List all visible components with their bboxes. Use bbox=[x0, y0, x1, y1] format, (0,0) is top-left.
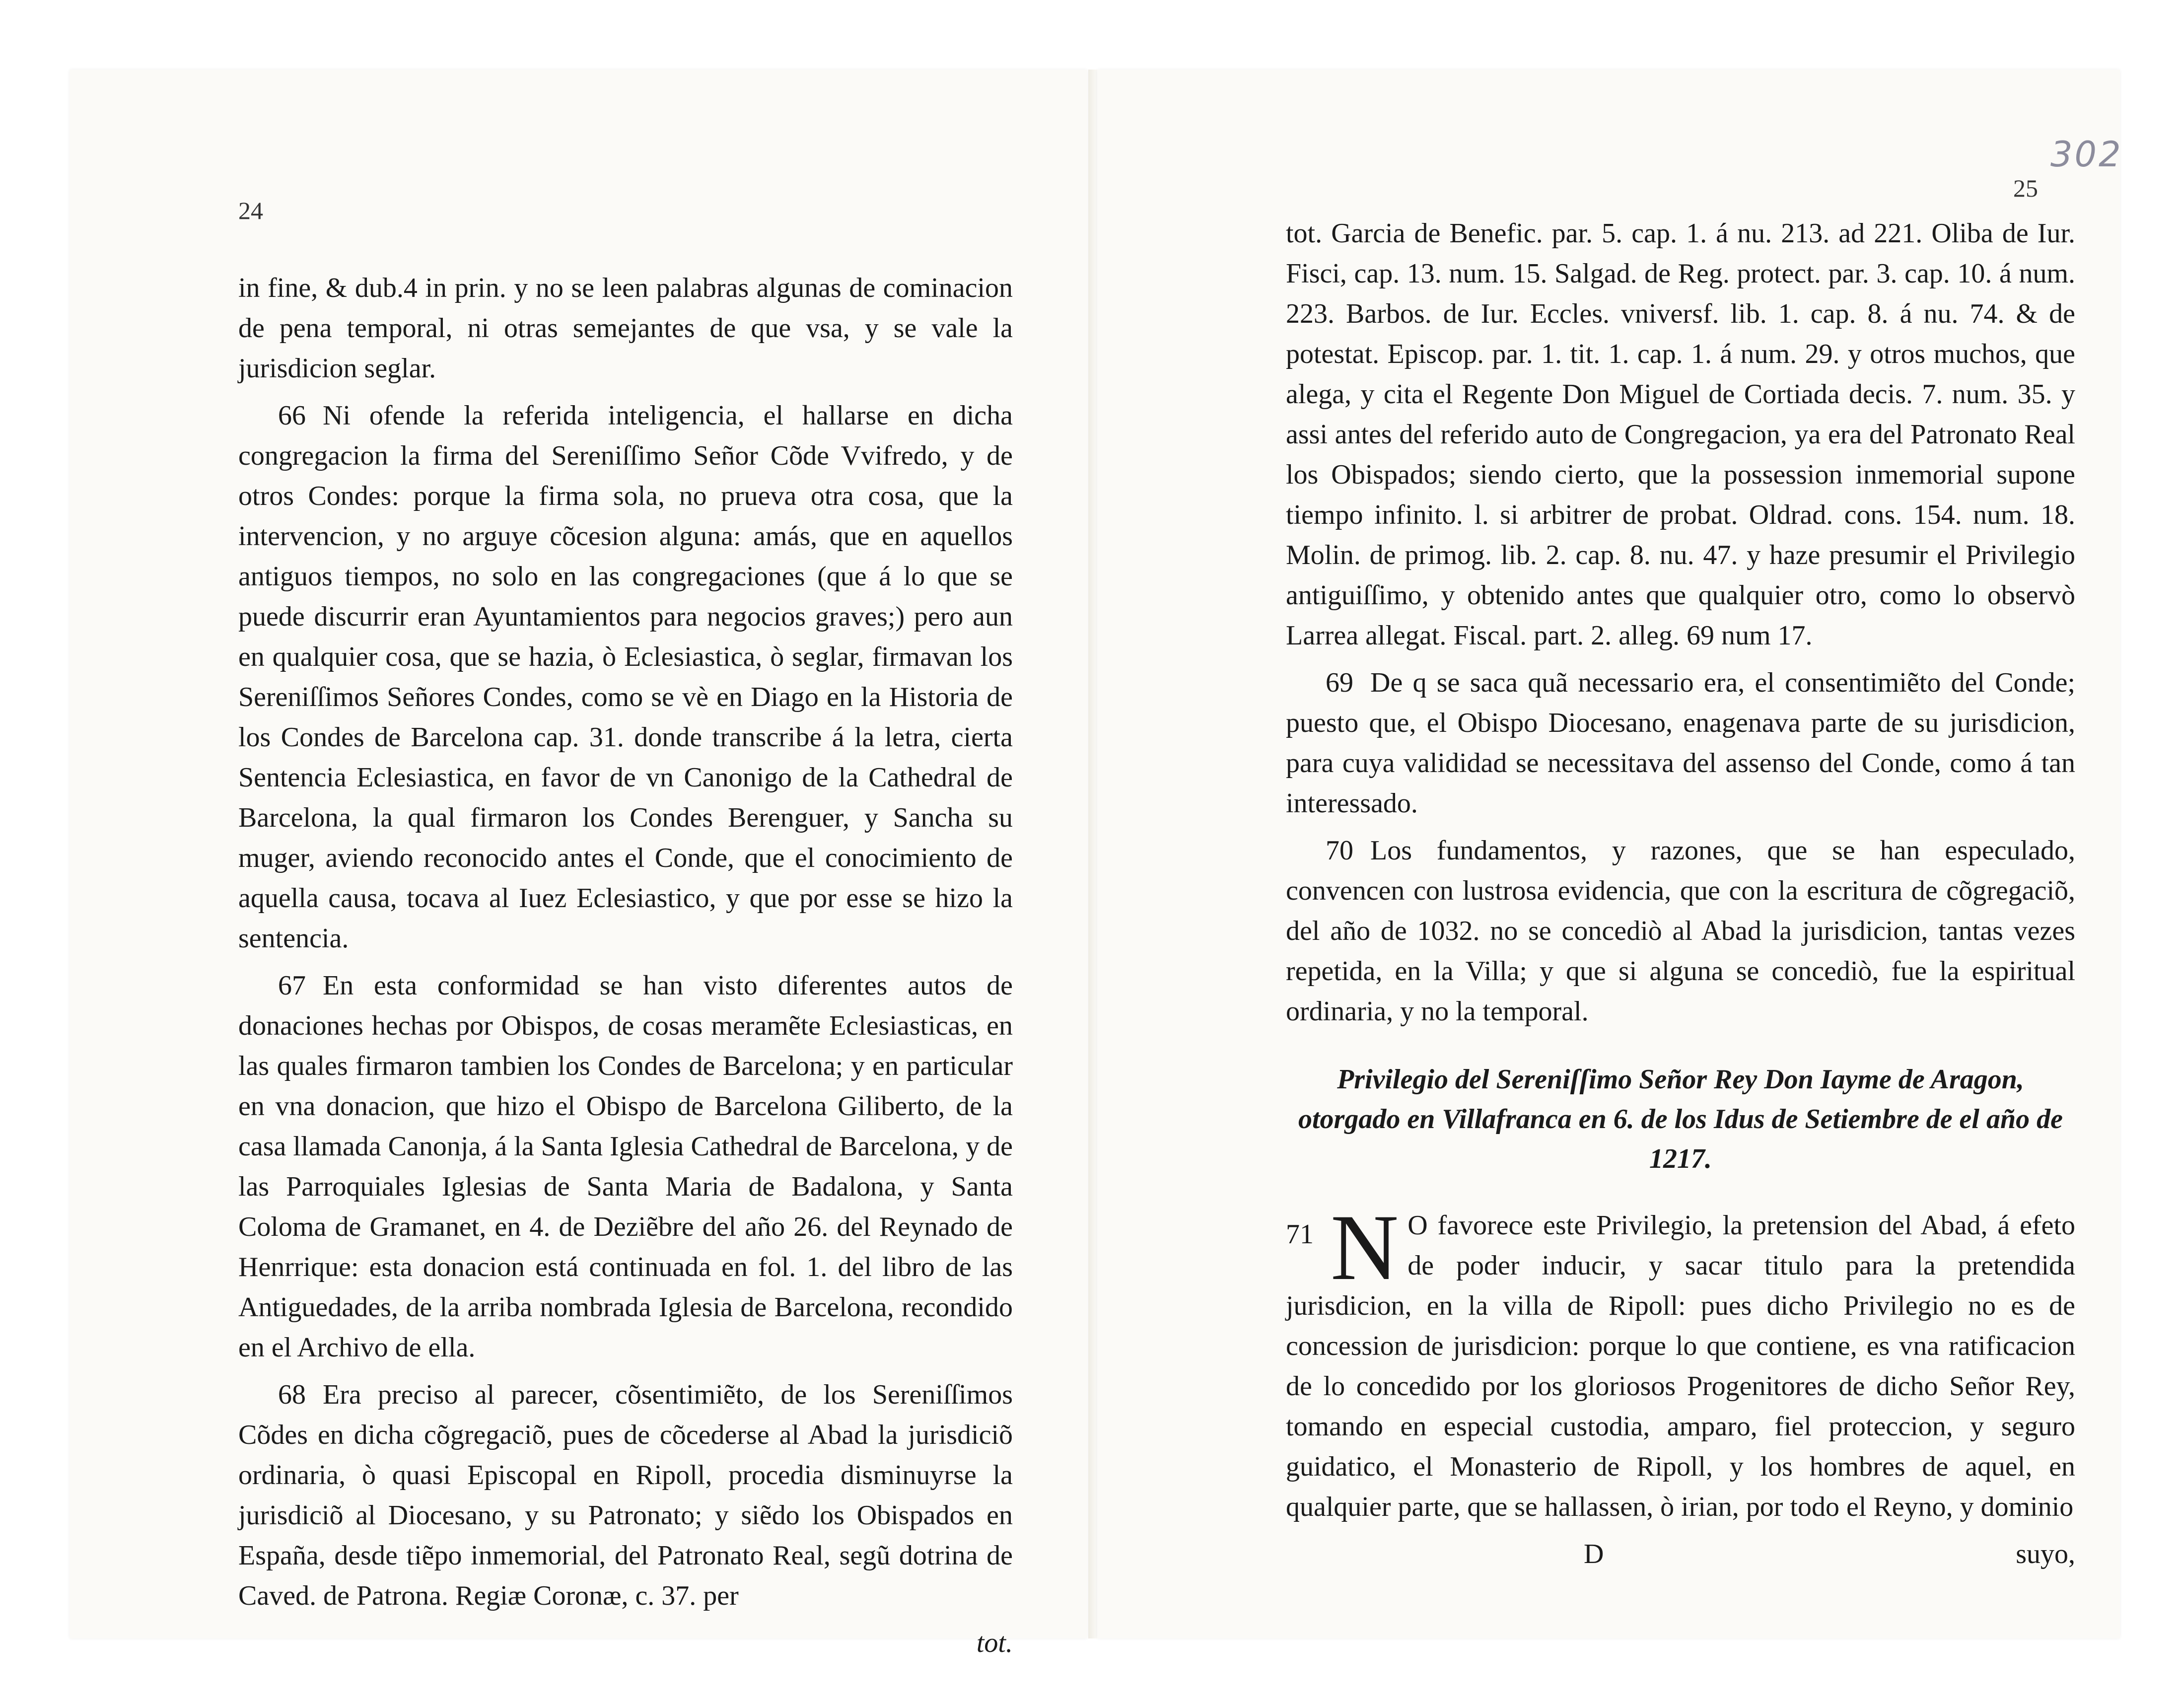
paragraph-text: Los fundamentos, y razones, que se han especulado, convencen con lustrosa evidencia, que con la escritura de cõgregaciõ, del año de 1032. no se concediò al Abad la jurisdicion, tantas vezes repetida, en la Villa; y que si alguna se concediò, fue la espiritual ordinaria, y no la temporal. bbox=[1286, 835, 2075, 1027]
paragraph bbox=[238, 966, 1013, 1368]
handwritten-folio-number: 302 bbox=[2050, 134, 2123, 175]
paragraph-number: 70 bbox=[1326, 835, 1353, 866]
paragraph bbox=[1286, 1196, 2075, 1527]
paragraph-text: En esta conformidad se han visto diferentes autos de donaciones hechas por Obispos, de cosas meramẽte Eclesiasticas, en las quales firmaron tambien los Condes de Barcelona; y en particular en vna donacion, que hizo el Obispo de Barcelona Giliberto, de la casa llamada Canonja, á la Santa Iglesia Cathedral de Barcelona, y de las Parroquiales Iglesias de Santa Maria de Badalona, y Santa Coloma de Gramanet, en 4. de Deziẽbre del año 26. del Reynado de Henrrique: esta donacion está continuada en fol. 1. del libro de las Antiguedades, de la arriba nombrada Iglesia de Barcelona, recondido en el Archivo de ella. bbox=[238, 970, 1013, 1363]
section-heading: Privilegio del Sereniſſimo Señor Rey Don Iayme de Aragon, otorgado en Villafranca en 6. de los Idus de Setiembre de el año de 1217. bbox=[1298, 1064, 2063, 1174]
paragraph bbox=[238, 396, 1013, 959]
paragraph-text: De q se saca quã necessario era, el consentimiẽto del Conde; puesto que, el Obispo Diocesano, enagenava parte de su jurisdicion, para cuya valididad se necessitava del assenso del Conde, como á tan interessado. bbox=[1286, 667, 2075, 819]
paragraph bbox=[1286, 663, 2075, 824]
footer-line bbox=[1286, 1534, 2075, 1574]
paragraph bbox=[238, 1375, 1013, 1616]
paragraph-number: 68 bbox=[278, 1379, 306, 1410]
paragraph bbox=[1286, 214, 2075, 656]
drop-cap: N bbox=[1331, 1196, 1399, 1300]
paragraph bbox=[1286, 831, 2075, 1032]
page-number: 24 bbox=[238, 197, 263, 224]
catchword: tot. bbox=[976, 1628, 1013, 1658]
paragraph-text: tot. Garcia de Benefic. par. 5. cap. 1. á nu. 213. ad 221. Oliba de Iur. Fisci, cap. 13. num. 15. Salgad. de Reg. protect. par. 3. cap. 10. á num. 223. Barbos. de Iur. Eccles. vniversf. lib. 1. cap. 8. á nu. 74. & de potestat. Episcop. par. 1. tit. 1. cap. 1. á num. 29. y otros muchos, que alega, y cita el Regente Don Miguel de Cortiada decis. 7. num. 35. y assi antes del referido auto de Congregacion, ya era del Patronato Real los Obispados; siendo cierto, que la possession inmemorial supone tiempo infinito. l. si arbitrer de probat. Oldrad. cons. 154. num. 18. Molin. de primog. lib. 2. cap. 8. nu. 47. y haze presumir el Privilegio antiguiſſimo, y obtenido antes que qualquier otro, como lo observò Larrea allegat. Fiscal. part. 2. alleg. 69 num 17. bbox=[1286, 218, 2075, 651]
book-gutter bbox=[1088, 70, 1097, 1638]
left-page bbox=[70, 70, 1087, 1658]
catchword: suyo, bbox=[2016, 1539, 2075, 1569]
paragraph-text: O favorece este Privilegio, la pretension del Abad, á efeto de poder inducir, y sacar titulo para la pretendida jurisdicion, en la villa de Ripoll: pues dicho Privilegio no es de concession de jurisdicion: porque lo que contiene, es vna ratificacion de lo concedido por los gloriosos Progenitores de dicho Señor Rey, tomando en especial custodia, amparo, fiel proteccion, y seguro guidatico, el Monasterio de Ripoll, y los hombres de aquel, en qualquier parte, que se hallassen, ò irian, por todo el Reyno, y dominio bbox=[1286, 1210, 2075, 1522]
left-text-block bbox=[238, 268, 1013, 1670]
right-page bbox=[1097, 70, 2123, 1638]
paragraph-number: 71 bbox=[1286, 1219, 1314, 1250]
paragraph-text: in fine, & dub.4 in prin. y no se leen palabras algunas de cominacion de pena temporal, ni otras semejantes de que vsa, y se vale la jurisdicion seglar. bbox=[238, 273, 1013, 384]
right-text-block bbox=[1286, 214, 2075, 1574]
paragraph-number: 67 bbox=[278, 970, 306, 1001]
paragraph-text: Ni ofende la referida inteligencia, el hallarse en dicha congregacion la firma del Sereniſſimo Señor Cõde Vvifredo, y de otros Condes: porque la firma sola, no prueva otra cosa, que la intervencion, y no arguye cõcesion alguna: amás, que en aquellos antiguos tiempos, no solo en las congregaciones (que á lo que se puede discurrir eran Ayuntamientos para negocios graves;) pero aun en qualquier cosa, que se hazia, ò Eclesiastica, ò seglar, firmavan los Sereniſſimos Señores Condes, como se vè en Diago en la Historia de los Condes de Barcelona cap. 31. donde transcribe á la letra, cierta Sentencia Eclesiastica, en favor de vn Canonigo de la Cathedral de Barcelona, la qual firmaron los Condes Berenguer, y Sancha su muger, aviendo reconocido antes el Conde, que el conocimiento de aquella causa, tocava al Iuez Eclesiastico, y que por esse se hizo la sentencia. bbox=[238, 400, 1013, 954]
paragraph-number: 66 bbox=[278, 400, 306, 431]
paragraph-number: 69 bbox=[1326, 667, 1353, 698]
page-number: 25 bbox=[2013, 174, 2038, 202]
signature-mark: D bbox=[1584, 1539, 1604, 1569]
paragraph-text: Era preciso al parecer, cõsentimiẽto, de los Sereniſſimos Cõdes en dicha cõgregaciõ, pues de cõcederse al Abad la jurisdiciõ ordinaria, ò quasi Episcopal en Ripoll, procedia disminuyrse la jurisdiciõ al Diocesano, y su Patronato; y siẽdo los Obispados en España, desde tiẽpo inmemorial, del Patronato Real, segũ dotrina de Caved. de Patrona. Regiæ Coronæ, c. 37. per bbox=[238, 1379, 1013, 1611]
paragraph bbox=[238, 268, 1013, 389]
